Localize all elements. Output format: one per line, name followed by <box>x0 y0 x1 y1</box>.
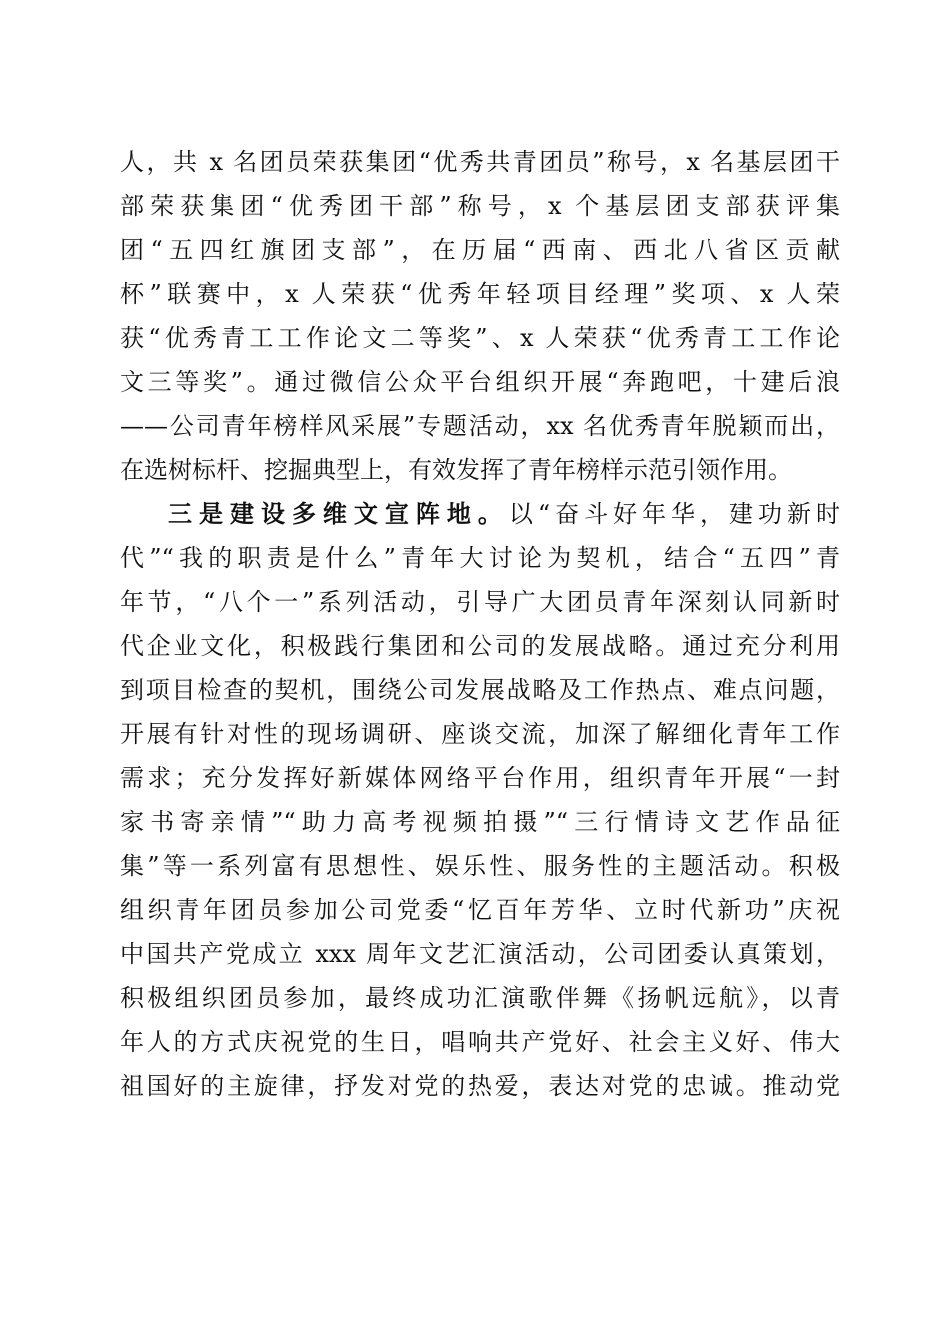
body-text <box>120 140 840 1108</box>
text-line: 年节，“八个一”系列活动，引导广大团员青年深刻认同新时 <box>120 588 840 616</box>
text-line: 代企业文化，积极践行集团和公司的发展战略。通过充分利用 <box>120 632 840 660</box>
text-line: 获“优秀青工工作论文二等奖”、x 人荣获“优秀青工工作论 <box>120 324 840 352</box>
text-line: 开展有针对性的现场调研、座谈交流，加深了解细化青年工作 <box>120 720 840 748</box>
text-line: 家书寄亲情”“助力高考视频拍摄”“三行情诗文艺作品征 <box>120 808 840 836</box>
paragraph-lead-heading: 三是建设多维文宣阵地。 <box>168 499 509 528</box>
text-line: ——公司青年榜样风采展”专题活动，xx 名优秀青年脱颖而出， <box>120 412 840 440</box>
text-line: 杯”联赛中，x 人荣获“优秀年轻项目经理”奖项、x 人荣 <box>120 280 840 308</box>
text-line: 需求；充分发挥好新媒体网络平台作用，组织青年开展“一封 <box>120 764 840 792</box>
first-line-rest: 以“奋斗好年华，建功新时 <box>508 500 840 528</box>
text-line: 积极组织团员参加，最终成功汇演歌伴舞《扬帆远航》，以青 <box>120 984 840 1012</box>
text-line: 集”等一系列富有思想性、娱乐性、服务性的主题活动。积极 <box>120 852 840 880</box>
text-line: 文三等奖”。通过微信公众平台组织开展“奔跑吧，十建后浪 <box>120 368 840 396</box>
text-line: 组织青年团员参加公司党委“忆百年芳华、立时代新功”庆祝 <box>120 896 840 924</box>
text-line: 到项目检查的契机，围绕公司发展战略及工作热点、难点问题， <box>120 676 840 704</box>
paragraph-2 <box>120 492 840 1108</box>
text-line-first <box>120 492 840 536</box>
text-line: 年人的方式庆祝党的生日，唱响共产党好、社会主义好、伟大 <box>120 1028 840 1056</box>
text-line: 部荣获集团“优秀团干部”称号，x 个基层团支部获评集 <box>120 192 840 220</box>
text-line: 中国共产党成立 xxx 周年文艺汇演活动，公司团委认真策划， <box>120 940 840 968</box>
text-line: 团“五四红旗团支部”，在历届“西南、西北八省区贡献 <box>120 236 840 264</box>
text-line: 人，共 x 名团员荣获集团“优秀共青团员”称号，x 名基层团干 <box>120 148 840 176</box>
text-line: 在选树标杆、挖掘典型上，有效发挥了青年榜样示范引领作用。 <box>120 456 792 484</box>
text-line: 祖国好的主旋律，抒发对党的热爱，表达对党的忠诚。推动党 <box>120 1072 840 1100</box>
paragraph-1 <box>120 140 840 492</box>
text-line: 代”“我的职责是什么”青年大讨论为契机，结合“五四”青 <box>120 544 840 572</box>
